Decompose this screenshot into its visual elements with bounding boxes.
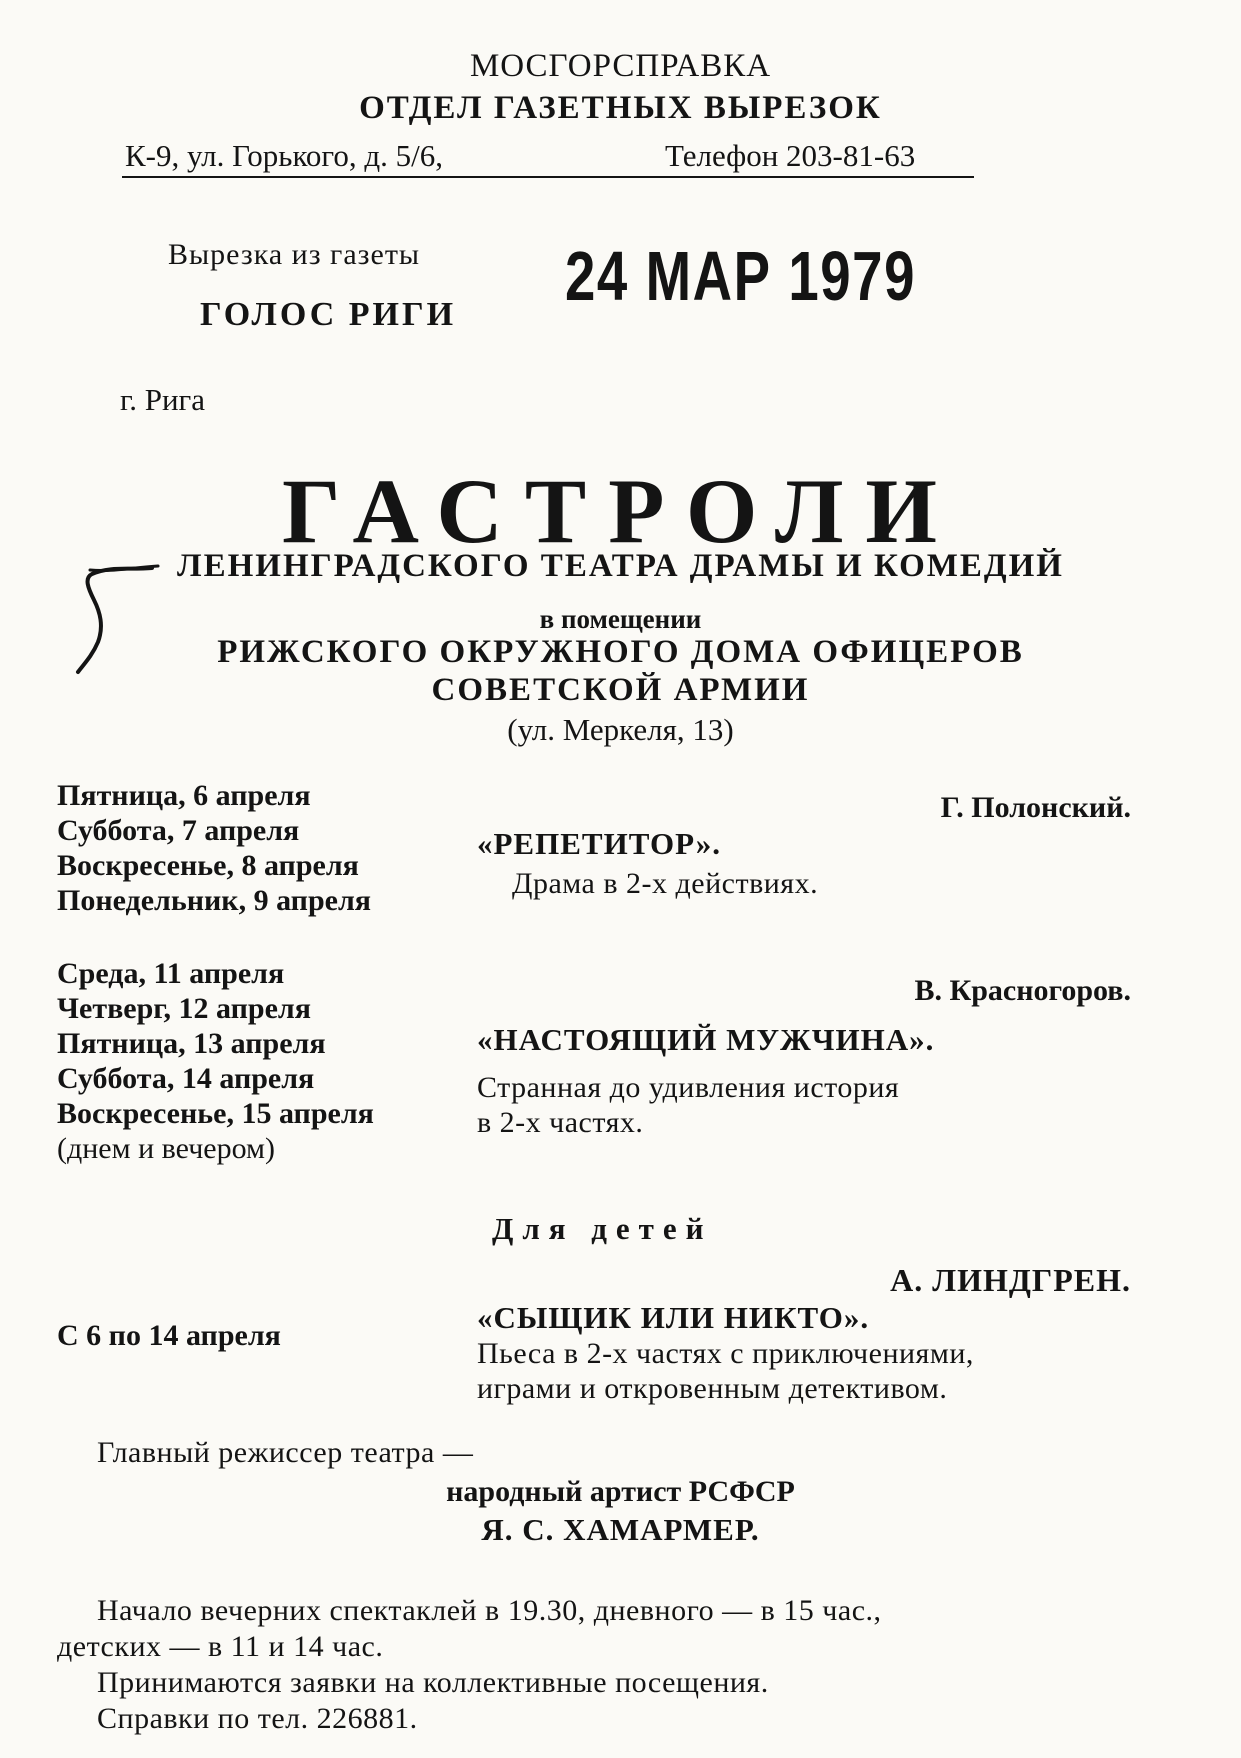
schedule-date: Понедельник, 9 апреля (57, 884, 372, 917)
director-name: Я. С. ХАМАРМЕР. (481, 1512, 760, 1547)
schedule-date: Четверг, 12 апреля (57, 992, 311, 1025)
play-title: «РЕПЕТИТОР». (477, 826, 722, 861)
play-description (477, 1070, 899, 1140)
schedule-date: Воскресенье, 15 апреля (57, 1097, 374, 1130)
venue-name-line1: РИЖСКОГО ОКРУЖНОГО ДОМА ОФИЦЕРОВ (217, 634, 1024, 670)
play-description-line: Странная до удивления история (477, 1071, 900, 1104)
organization-address: К-9, ул. Горького, д. 5/6, (125, 138, 444, 173)
schedule-dates (57, 778, 371, 918)
schedule-date: Среда, 11 апреля (57, 957, 285, 990)
organization-phone: Телефон 203-81-63 (665, 138, 916, 173)
premises-label: в помещении (539, 604, 702, 634)
play-title: «СЫЩИК ИЛИ НИКТО». (477, 1300, 870, 1335)
schedule-date: Пятница, 13 апреля (57, 1027, 326, 1060)
schedule-dates (57, 956, 374, 1166)
venue-address: (ул. Меркеля, 13) (507, 712, 734, 747)
director-title: народный артист РСФСР (446, 1475, 795, 1508)
schedule-date: С 6 по 14 апреля (57, 1319, 281, 1352)
schedule-dates (57, 1318, 281, 1353)
play-description-line: в 2-х частях. (477, 1106, 644, 1139)
kids-section-label: Для детей (492, 1211, 713, 1246)
schedule-date: Пятница, 6 апреля (57, 779, 311, 812)
header-divider (122, 176, 974, 178)
schedule-date: Воскресенье, 8 апреля (57, 849, 359, 882)
city: г. Рига (120, 382, 206, 417)
schedule-date: Суббота, 7 апреля (57, 814, 300, 847)
clipping-label: Вырезка из газеты (168, 238, 421, 271)
schedule-date: Суббота, 14 апреля (57, 1062, 315, 1095)
play-title: «НАСТОЯЩИЙ МУЖЧИНА». (477, 1022, 935, 1057)
theatre-name: ЛЕНИНГРАДСКОГО ТЕАТРА ДРАМЫ И КОМЕДИЙ (177, 548, 1064, 584)
department-name: ОТДЕЛ ГАЗЕТНЫХ ВЫРЕЗОК (359, 90, 882, 126)
info-line: Начало вечерних спектаклей в 19.30, дневного — в 15 час., (97, 1594, 882, 1627)
play-description-line: играми и откровенным детективом. (477, 1372, 948, 1405)
play-author: Г. Полонский. (940, 791, 1131, 824)
director-label: Главный режиссер театра — (97, 1436, 474, 1469)
info-line: Справки по тел. 226881. (97, 1702, 418, 1735)
play-author: А. ЛИНДГРЕН. (890, 1262, 1131, 1298)
organization-name: МОСГОРСПРАВКА (469, 48, 772, 84)
page-title: ГАСТРОЛИ (282, 460, 959, 562)
play-description (477, 1336, 974, 1406)
play-description-line: Пьеса в 2-х частях с приключениями, (477, 1337, 974, 1370)
play-description-line: Драма в 2-х действиях. (512, 867, 819, 900)
info-line: Принимаются заявки на коллективные посещения. (97, 1666, 769, 1699)
newspaper-name: ГОЛОС РИГИ (200, 296, 457, 333)
schedule-date: (днем и вечером) (57, 1132, 276, 1165)
info-line: детских — в 11 и 14 час. (57, 1630, 384, 1663)
date-stamp: 24 МАР 1979 (565, 237, 917, 315)
venue-name-line2: СОВЕТСКОЙ АРМИИ (431, 672, 810, 708)
play-author: В. Красногоров. (914, 974, 1131, 1007)
play-description (512, 866, 818, 901)
